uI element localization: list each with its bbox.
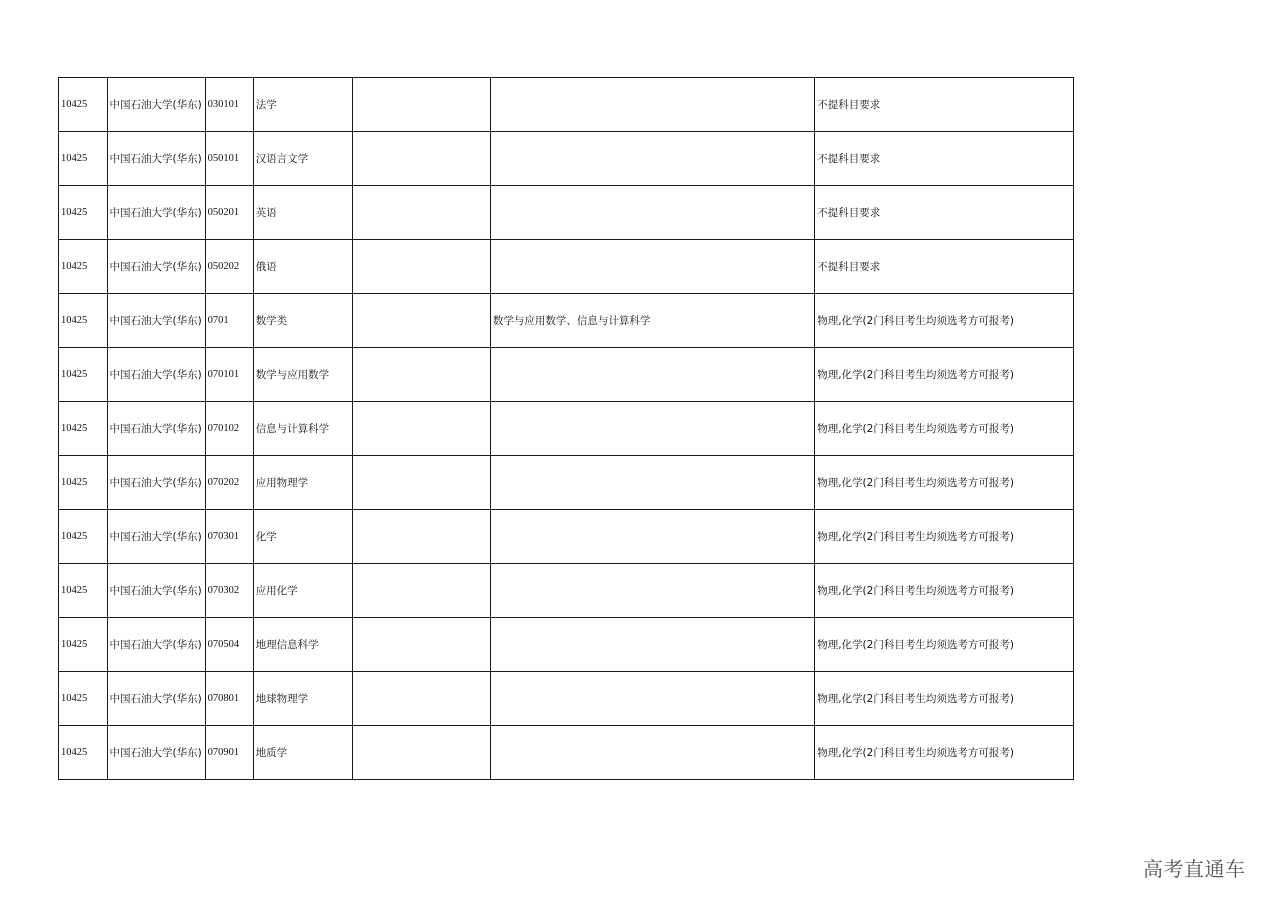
cell-major-code: 050101 [205, 132, 253, 186]
table-row [59, 510, 1073, 564]
cell-school-name: 中国石油大学(华东) [107, 510, 205, 564]
table-row [59, 132, 1073, 186]
cell-included-majors: 数学与应用数学、信息与计算科学 [490, 294, 814, 348]
cell-subject-requirement: 物理,化学(2门科目考生均须选考方可报考) [815, 348, 1073, 402]
cell-major-name: 数学类 [253, 294, 352, 348]
cell-school-code: 10425 [59, 672, 107, 726]
cell-school-code: 10425 [59, 294, 107, 348]
cell-major-code: 0701 [205, 294, 253, 348]
cell-included-majors [490, 78, 814, 132]
cell-major-name: 地质学 [253, 726, 352, 780]
cell-subject-requirement: 物理,化学(2门科目考生均须选考方可报考) [815, 294, 1073, 348]
cell-level [352, 726, 490, 780]
cell-school-name: 中国石油大学(华东) [107, 186, 205, 240]
cell-major-code: 050201 [205, 186, 253, 240]
cell-level [352, 564, 490, 618]
cell-included-majors [490, 132, 814, 186]
cell-major-code: 070102 [205, 402, 253, 456]
cell-level [352, 240, 490, 294]
cell-included-majors [490, 402, 814, 456]
cell-level [352, 618, 490, 672]
cell-subject-requirement: 不提科目要求 [815, 132, 1073, 186]
table-row [59, 186, 1073, 240]
cell-subject-requirement: 不提科目要求 [815, 240, 1073, 294]
cell-school-name: 中国石油大学(华东) [107, 294, 205, 348]
cell-level [352, 78, 490, 132]
cell-included-majors [490, 456, 814, 510]
cell-level [352, 510, 490, 564]
cell-major-code: 070504 [205, 618, 253, 672]
cell-school-name: 中国石油大学(华东) [107, 348, 205, 402]
cell-included-majors [490, 672, 814, 726]
cell-level [352, 132, 490, 186]
cell-school-code: 10425 [59, 240, 107, 294]
table-row [59, 78, 1073, 132]
table-row [59, 726, 1073, 780]
cell-school-name: 中国石油大学(华东) [107, 78, 205, 132]
cell-major-code: 050202 [205, 240, 253, 294]
enrollment-table [59, 78, 1073, 779]
table-body [59, 78, 1073, 779]
cell-included-majors [490, 726, 814, 780]
enrollment-table-container [58, 77, 1074, 780]
table-row [59, 402, 1073, 456]
cell-major-name: 应用化学 [253, 564, 352, 618]
cell-major-name: 应用物理学 [253, 456, 352, 510]
cell-level [352, 294, 490, 348]
cell-school-code: 10425 [59, 510, 107, 564]
cell-major-code: 070202 [205, 456, 253, 510]
cell-school-code: 10425 [59, 402, 107, 456]
cell-subject-requirement: 不提科目要求 [815, 186, 1073, 240]
cell-major-code: 070801 [205, 672, 253, 726]
cell-subject-requirement: 物理,化学(2门科目考生均须选考方可报考) [815, 618, 1073, 672]
cell-level [352, 348, 490, 402]
cell-school-code: 10425 [59, 726, 107, 780]
cell-major-code: 070901 [205, 726, 253, 780]
cell-major-code: 070302 [205, 564, 253, 618]
cell-school-code: 10425 [59, 564, 107, 618]
cell-school-name: 中国石油大学(华东) [107, 672, 205, 726]
table-row [59, 348, 1073, 402]
cell-school-code: 10425 [59, 78, 107, 132]
cell-included-majors [490, 348, 814, 402]
cell-major-code: 030101 [205, 78, 253, 132]
cell-included-majors [490, 564, 814, 618]
cell-included-majors [490, 186, 814, 240]
cell-school-name: 中国石油大学(华东) [107, 240, 205, 294]
cell-school-name: 中国石油大学(华东) [107, 132, 205, 186]
cell-school-name: 中国石油大学(华东) [107, 726, 205, 780]
cell-subject-requirement: 物理,化学(2门科目考生均须选考方可报考) [815, 672, 1073, 726]
cell-major-name: 化学 [253, 510, 352, 564]
cell-subject-requirement: 不提科目要求 [815, 78, 1073, 132]
cell-level [352, 186, 490, 240]
cell-major-name: 汉语言文学 [253, 132, 352, 186]
cell-subject-requirement: 物理,化学(2门科目考生均须选考方可报考) [815, 402, 1073, 456]
cell-major-name: 俄语 [253, 240, 352, 294]
cell-level [352, 672, 490, 726]
cell-subject-requirement: 物理,化学(2门科目考生均须选考方可报考) [815, 510, 1073, 564]
cell-major-code: 070301 [205, 510, 253, 564]
table-row [59, 456, 1073, 510]
cell-subject-requirement: 物理,化学(2门科目考生均须选考方可报考) [815, 726, 1073, 780]
cell-school-name: 中国石油大学(华东) [107, 402, 205, 456]
cell-major-code: 070101 [205, 348, 253, 402]
cell-subject-requirement: 物理,化学(2门科目考生均须选考方可报考) [815, 564, 1073, 618]
cell-level [352, 402, 490, 456]
cell-level [352, 456, 490, 510]
cell-major-name: 地球物理学 [253, 672, 352, 726]
cell-school-name: 中国石油大学(华东) [107, 456, 205, 510]
cell-included-majors [490, 618, 814, 672]
cell-included-majors [490, 510, 814, 564]
table-row [59, 240, 1073, 294]
cell-major-name: 法学 [253, 78, 352, 132]
cell-school-code: 10425 [59, 456, 107, 510]
table-row [59, 672, 1073, 726]
watermark-text: 高考直通车 [1143, 857, 1246, 881]
table-row [59, 294, 1073, 348]
table-row [59, 564, 1073, 618]
cell-school-code: 10425 [59, 618, 107, 672]
cell-school-code: 10425 [59, 186, 107, 240]
cell-included-majors [490, 240, 814, 294]
cell-school-code: 10425 [59, 348, 107, 402]
table-row [59, 618, 1073, 672]
cell-school-name: 中国石油大学(华东) [107, 564, 205, 618]
cell-major-name: 信息与计算科学 [253, 402, 352, 456]
cell-major-name: 英语 [253, 186, 352, 240]
cell-school-code: 10425 [59, 132, 107, 186]
cell-major-name: 地理信息科学 [253, 618, 352, 672]
cell-subject-requirement: 物理,化学(2门科目考生均须选考方可报考) [815, 456, 1073, 510]
cell-major-name: 数学与应用数学 [253, 348, 352, 402]
cell-school-name: 中国石油大学(华东) [107, 618, 205, 672]
